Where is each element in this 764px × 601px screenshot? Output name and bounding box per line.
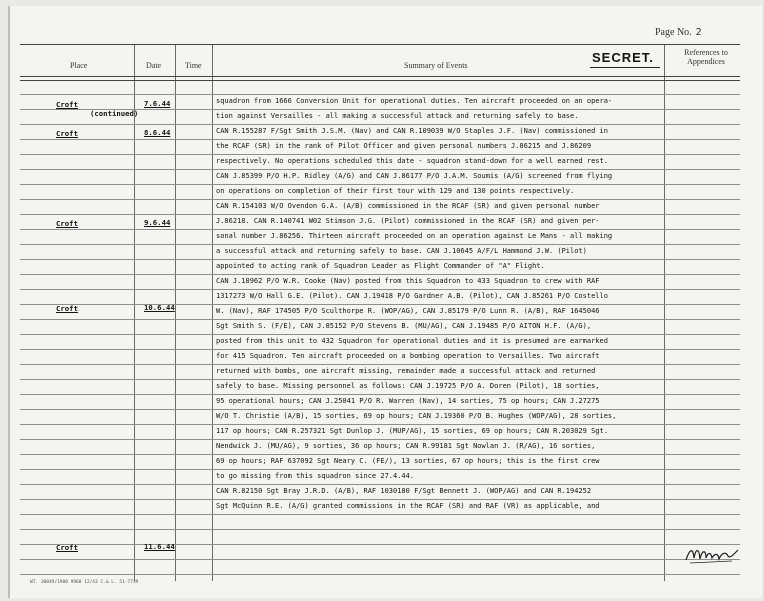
ruled-line <box>20 44 740 45</box>
ruled-line <box>20 574 740 575</box>
page-number <box>655 27 702 38</box>
ruled-line <box>20 214 740 215</box>
summary-line: posted from this unit to 432 Squadron for operational duties and it is presumed are earmarked <box>216 337 608 345</box>
summary-line: tion against Versailles - all making a successful attack and returning safely to base. <box>216 112 579 120</box>
ruled-line <box>20 544 740 545</box>
ruled-line <box>20 289 740 290</box>
ruled-line <box>20 334 740 335</box>
summary-line: safely to base. Missing personnel as follows: CAN J.19725 P/O A. Doren (Pilot), 18 sorties, <box>216 382 600 390</box>
column-header-time: Time <box>185 61 202 70</box>
summary-line: a successful attack and returning safely to base. CAN J.10645 A/F/L Hammond J.W. (Pilot) <box>216 247 587 255</box>
summary-line: on operations on completion of their first tour with 129 and 130 points respectively. <box>216 187 575 195</box>
summary-line: respectively. No operations scheduled this date - squadron stand-down for a well earned rest. <box>216 157 608 165</box>
ruled-line <box>20 274 740 275</box>
ruled-line <box>20 244 740 245</box>
ruled-line <box>20 184 740 185</box>
ruled-line <box>20 154 740 155</box>
column-header-place: Place <box>70 61 88 70</box>
summary-line: Nendwick J. (MU/AG), 9 sorties, 36 op hours; CAN R.99181 Sgt Nowlan J. (R/AG), 16 sorties, <box>216 442 596 450</box>
ruled-line <box>20 559 740 560</box>
ruled-line <box>20 499 740 500</box>
summary-line: Sgt Smith S. (F/E), CAN J.85152 P/O Stevens B. (MU/AG), CAN J.19485 P/O AITON H.F. (A/G), <box>216 322 592 330</box>
summary-line: returned with bombs, one aircraft missing, remainder made a successful attack and returned <box>216 367 596 375</box>
page-number-value: 2 <box>695 27 702 38</box>
summary-line: 1317273 W/O Hall G.E. (Pilot). CAN J.19418 P/O Gardner A.B. (Pilot), CAN J.85261 P/O Costello <box>216 292 608 300</box>
summary-line: CAN R.154103 W/O Ovendon G.A. (A/B) commissioned in the RCAF (SR) and given personal number <box>216 202 600 210</box>
ruled-line <box>20 94 740 95</box>
summary-line: CAN J.85399 P/O H.P. Ridley (A/G) and CAN J.86177 P/O J.A.M. Soumis (A/G) screened from flying <box>216 172 613 180</box>
summary-line: J.86218. CAN R.140741 W02 Stimson J.G. (Pilot) commissioned in the RCAF (SR) and given per- <box>216 217 600 225</box>
ruled-line <box>20 139 740 140</box>
summary-line: Sgt McQuinn R.E. (A/G) granted commissions in the RCAF (SR) and RAF (VR) as applicable, and <box>216 502 600 510</box>
entry-place: Croft <box>56 543 78 552</box>
ruled-line <box>20 259 740 260</box>
ruled-line <box>20 394 740 395</box>
summary-line: for 415 Squadron. Ten aircraft proceeded on a bombing operation to Versailles. Two aircraft <box>216 352 600 360</box>
summary-line: squadron from 1666 Conversion Unit for operational duties. Ten aircraft proceeded on an opera- <box>216 97 613 105</box>
ruled-line <box>20 469 740 470</box>
ruled-line <box>20 409 740 410</box>
ruled-line <box>20 76 740 77</box>
entry-place: Croft <box>56 304 78 313</box>
summary-line: CAN J.18962 P/O W.R. Cooke (Nav) posted from this Squadron to 433 Squadron to crew with RAF <box>216 277 600 285</box>
ruled-line <box>20 80 740 81</box>
summary-line: W/O T. Christie (A/B), 15 sorties, 69 op hours; CAN J.19360 P/O B. Hughes (WOP/AG), 28 sorties, <box>216 412 617 420</box>
ruled-line <box>20 229 740 230</box>
ruled-line <box>20 514 740 515</box>
entry-date: 11.6.44 <box>144 542 175 551</box>
secret-stamp: SECRET. <box>592 50 654 65</box>
summary-line: appointed to acting rank of Squadron Leader as Flight Commander of "A" Flight. <box>216 262 545 270</box>
ruled-line <box>20 199 740 200</box>
summary-line: 69 op hours; RAF 637092 Sgt Neary C. (FE/), 13 sorties, 67 op hours; this is the first crew <box>216 457 600 465</box>
column-header-summary: Summary of Events <box>404 61 468 70</box>
entry-date: 7.6.44 <box>144 99 171 108</box>
ruled-line <box>20 319 740 320</box>
entry-date: 10.6.44 <box>144 303 175 312</box>
ruled-line <box>20 424 740 425</box>
entry-continued: (continued) <box>90 109 139 118</box>
page-number-label: Page No. <box>655 27 692 38</box>
entry-date: 8.6.44 <box>144 128 171 137</box>
summary-line: to go missing from this squadron since 27.4.44. <box>216 472 415 480</box>
column-header-date: Date <box>146 61 162 70</box>
ruled-line <box>20 304 740 305</box>
entry-place: Croft <box>56 219 78 228</box>
entry-place: Croft <box>56 129 78 138</box>
ruled-line <box>20 124 740 125</box>
ruled-line <box>20 364 740 365</box>
entry-date: 9.6.44 <box>144 218 171 227</box>
handwritten-signature-icon <box>684 544 740 566</box>
ruled-line <box>20 379 740 380</box>
summary-line: the RCAF (SR) in the rank of Pilot Officer and given personal numbers J.86215 and J.86209 <box>216 142 592 150</box>
column-header-references: References to Appendices <box>684 48 728 66</box>
ruled-line <box>20 484 740 485</box>
summary-line: sonal number J.86256. Thirteen aircraft proceeded on an operation against Le Mans - all making <box>216 232 613 240</box>
ruled-line <box>20 169 740 170</box>
summary-line: W. (Nav), RAF 174505 P/O Sculthorpe R. (WOP/AG), CAN J.85179 P/O Lunn R. (A/B), RAF 1645046 <box>216 307 600 315</box>
ruled-line <box>20 454 740 455</box>
form-footer: WT. 30849/1980 9960 12/43 C.& L. 51-7739 <box>30 580 139 585</box>
entry-place: Croft <box>56 100 78 109</box>
ruled-line <box>20 439 740 440</box>
summary-line: 117 op hours; CAN R.257321 Sgt Dunlop J. (MUP/AG), 15 sorties, 69 op hours; CAN R.203029 Sgt. <box>216 427 608 435</box>
summary-line: CAN R.82150 Sgt Bray J.R.D. (A/B), RAF 1030180 F/Sgt Bennett J. (WOP/AG) and CAN R.194252 <box>216 487 592 495</box>
summary-line: CAN R.155287 F/Sgt Smith J.S.M. (Nav) and CAN R.109039 W/O Staples J.F. (Nav) commissioned in <box>216 127 608 135</box>
secret-underline <box>590 67 660 68</box>
summary-line: 95 operational hours; CAN J.25041 P/O R. Warren (Nav), 14 sorties, 75 op hours; CAN J.27275 <box>216 397 600 405</box>
ruled-line <box>20 529 740 530</box>
ruled-line <box>20 349 740 350</box>
